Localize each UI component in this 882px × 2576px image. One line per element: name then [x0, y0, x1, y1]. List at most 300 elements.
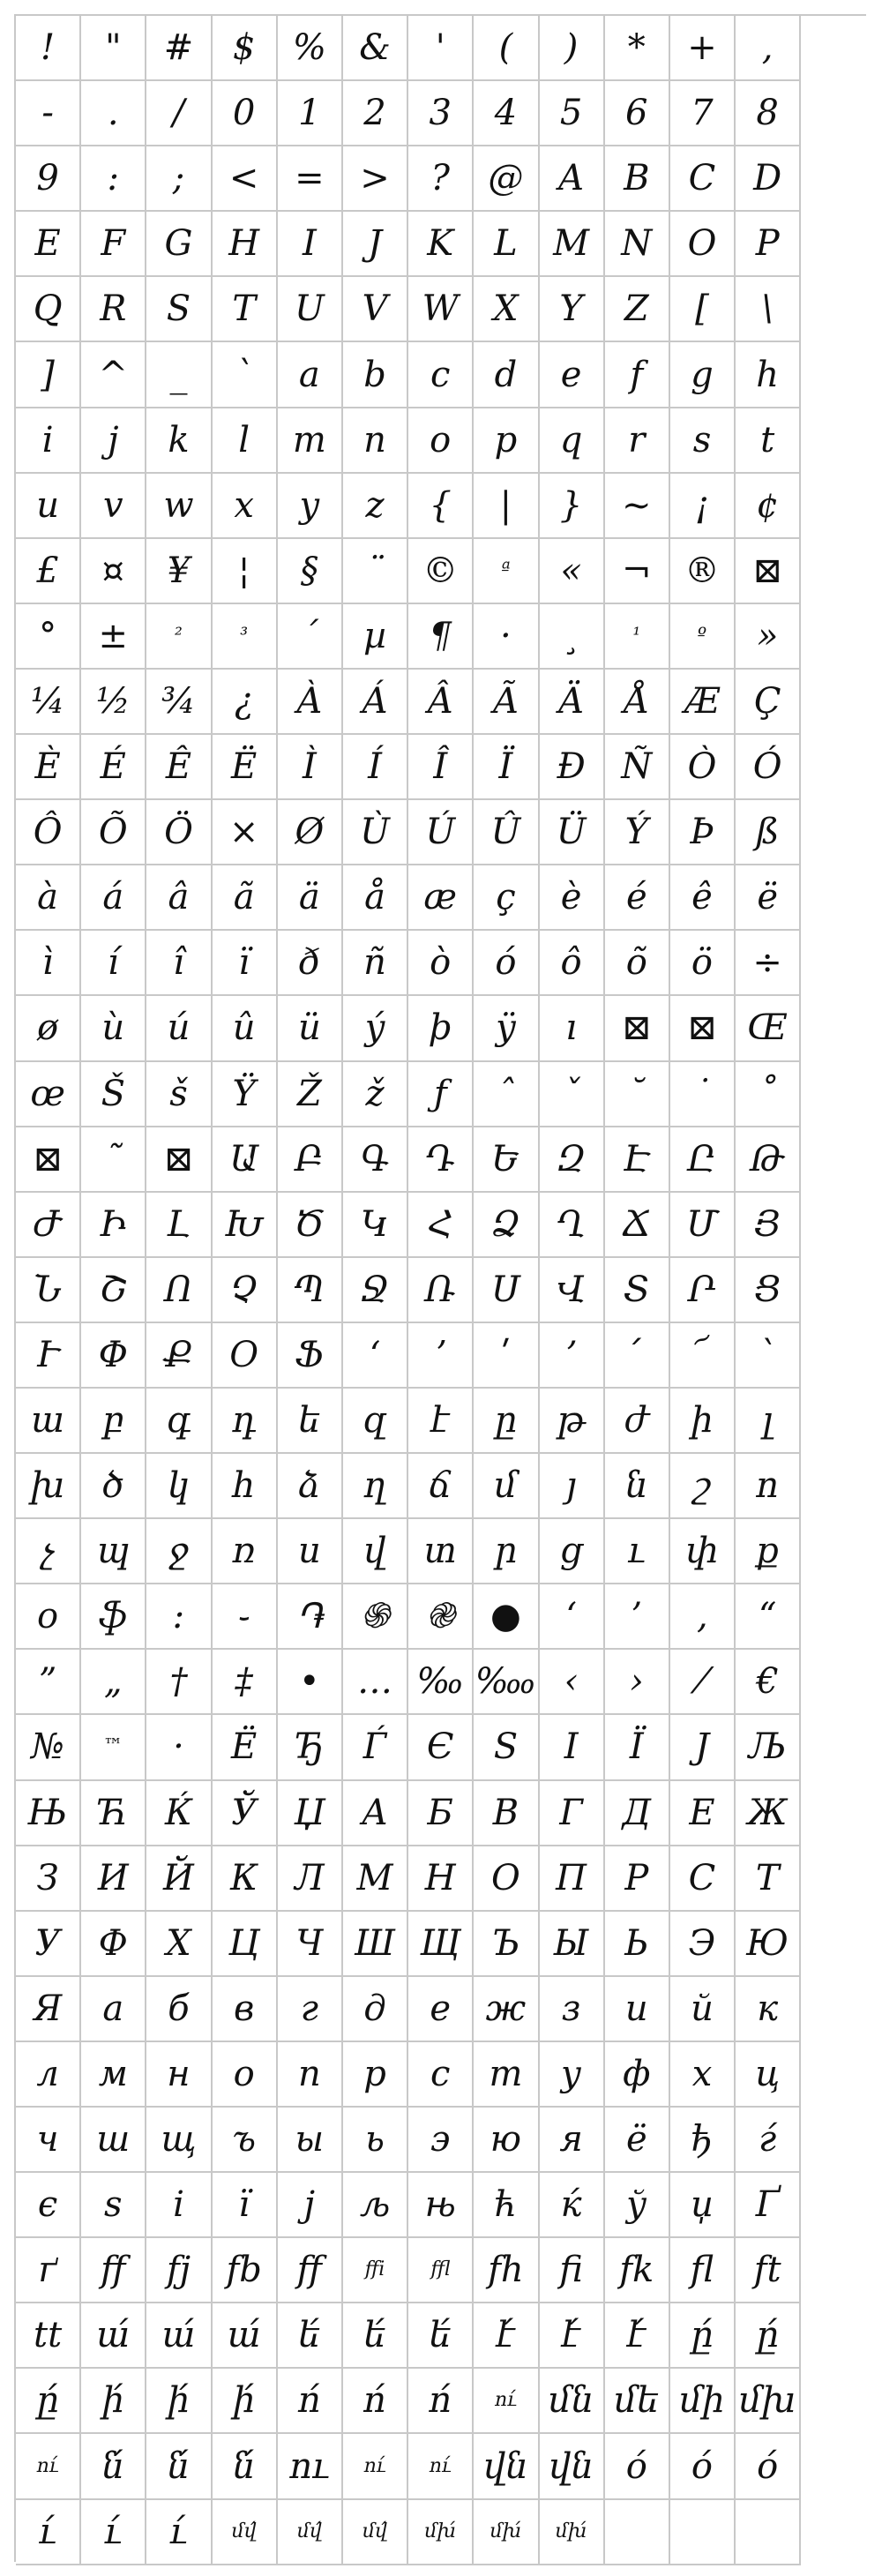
glyph-cell: O: [670, 212, 736, 277]
glyph-row: [16, 2042, 866, 2108]
glyph-cell: т: [474, 2042, 539, 2108]
glyph-cell: fh: [474, 2238, 539, 2303]
glyph-cell: “: [736, 1584, 801, 1650]
glyph-cell: q: [540, 408, 605, 474]
glyph-cell: Б: [408, 1781, 474, 1846]
glyph-cell: ա́: [213, 2303, 278, 2369]
glyph-cell: Տ: [605, 1258, 670, 1323]
glyph-cell: ց: [540, 1519, 605, 1584]
glyph-cell: ւ́: [146, 2500, 212, 2565]
glyph-cell: ս: [278, 1519, 343, 1584]
glyph-cell: Ш: [343, 1912, 408, 1977]
glyph-cell: G: [146, 212, 212, 277]
glyph-cell: Г: [540, 1781, 605, 1846]
glyph-cell: Õ: [81, 800, 146, 865]
glyph-cell: Ï: [474, 735, 539, 800]
glyph-cell: Щ: [408, 1912, 474, 1977]
glyph-cell: Ծ: [278, 1193, 343, 1258]
glyph-cell: ի́: [146, 2369, 212, 2434]
glyph-cell: r: [605, 408, 670, 474]
glyph-cell: я: [540, 2108, 605, 2173]
glyph-cell: Ü: [540, 800, 605, 865]
glyph-cell: љ: [343, 2173, 408, 2238]
glyph-cell: б: [146, 1977, 212, 2042]
glyph-cell: հ: [213, 1454, 278, 1519]
glyph-cell: Н: [408, 1846, 474, 1912]
glyph-cell: ©: [408, 539, 474, 604]
glyph-cell: ž: [343, 1062, 408, 1127]
glyph-cell: Х: [146, 1912, 212, 1977]
glyph-cell: ×: [213, 800, 278, 865]
glyph-cell: ü: [278, 996, 343, 1061]
glyph-cell: ւ́: [81, 2500, 146, 2565]
glyph-cell: ï: [213, 931, 278, 996]
glyph-cell: Л: [278, 1846, 343, 1912]
glyph-cell: ft: [736, 2238, 801, 2303]
glyph-cell: á: [81, 865, 146, 931]
empty-cell: [605, 2500, 670, 2565]
glyph-cell: Ы: [540, 1912, 605, 1977]
glyph-cell: C: [670, 146, 736, 212]
glyph-cell: ó: [605, 2434, 670, 2499]
glyph-cell: є: [16, 2173, 81, 2238]
glyph-cell: Ô: [16, 800, 81, 865]
glyph-cell: Ó: [736, 735, 801, 800]
glyph-cell: ●: [474, 1584, 539, 1650]
glyph-cell: Я: [16, 1977, 81, 2042]
glyph-row: [16, 539, 866, 604]
glyph-cell: {: [408, 474, 474, 539]
glyph-cell: Є: [408, 1715, 474, 1780]
glyph-cell: È: [16, 735, 81, 800]
glyph-grid: [14, 14, 866, 2562]
glyph-cell: fi: [540, 2238, 605, 2303]
glyph-cell: ~: [605, 474, 670, 539]
glyph-cell: î: [146, 931, 212, 996]
glyph-cell: ն: [605, 1454, 670, 1519]
glyph-cell: С: [670, 1846, 736, 1912]
glyph-cell: t: [736, 408, 801, 474]
glyph-cell: մվ́: [278, 2500, 343, 2565]
glyph-cell: ¡: [670, 474, 736, 539]
glyph-cell: ˚: [736, 1062, 801, 1127]
glyph-cell: ռ: [213, 1519, 278, 1584]
glyph-cell: Կ: [343, 1193, 408, 1258]
glyph-cell: ն́: [81, 2434, 146, 2499]
glyph-cell: ʻ: [343, 1323, 408, 1389]
glyph-cell: վն: [474, 2434, 539, 2499]
glyph-cell: д: [343, 1977, 408, 2042]
glyph-cell: մխ́: [408, 2500, 474, 2565]
glyph-cell: п: [278, 2042, 343, 2108]
glyph-cell: ՚: [540, 1323, 605, 1389]
glyph-cell: ո: [736, 1454, 801, 1519]
glyph-cell: З: [16, 1846, 81, 1912]
glyph-cell: Ў: [213, 1781, 278, 1846]
glyph-cell: ու́: [343, 2434, 408, 2499]
glyph-cell: խ: [16, 1454, 81, 1519]
glyph-cell: թ: [540, 1389, 605, 1454]
glyph-cell: մն: [540, 2369, 605, 2434]
glyph-cell: ‰: [408, 1650, 474, 1715]
glyph-cell: Ë: [213, 735, 278, 800]
glyph-cell: ì: [16, 931, 81, 996]
glyph-cell: ˙: [670, 1062, 736, 1127]
glyph-cell: Պ: [278, 1258, 343, 1323]
empty-cell: [670, 2500, 736, 2565]
glyph-cell: а: [81, 1977, 146, 2042]
glyph-cell: Մ: [670, 1193, 736, 1258]
glyph-cell: R: [81, 277, 146, 342]
glyph-cell: Ã: [474, 670, 539, 735]
glyph-row: [16, 2500, 866, 2565]
glyph-cell: Ъ: [474, 1912, 539, 1977]
glyph-cell: u: [16, 474, 81, 539]
glyph-cell: І: [540, 1715, 605, 1780]
glyph-cell: ƒ: [408, 1062, 474, 1127]
glyph-cell: ի́: [81, 2369, 146, 2434]
glyph-cell: í: [81, 931, 146, 996]
glyph-cell: ъ: [213, 2108, 278, 2173]
glyph-cell: tt: [16, 2303, 81, 2369]
glyph-row: [16, 800, 866, 865]
glyph-cell: ¼: [16, 670, 81, 735]
glyph-cell: ‡: [213, 1650, 278, 1715]
glyph-cell: Ц: [213, 1912, 278, 1977]
glyph-cell: n: [343, 408, 408, 474]
glyph-cell: &: [343, 16, 408, 81]
glyph-cell: Д: [605, 1781, 670, 1846]
glyph-cell: 9: [16, 146, 81, 212]
glyph-cell: х: [670, 2042, 736, 2108]
glyph-cell: у: [540, 2042, 605, 2108]
glyph-cell: ն́: [213, 2434, 278, 2499]
glyph-cell: ¶: [408, 604, 474, 670]
glyph-cell: Ո: [146, 1258, 212, 1323]
glyph-cell: Å: [605, 670, 670, 735]
glyph-cell: ¢: [736, 474, 801, 539]
glyph-cell: ²: [146, 604, 212, 670]
glyph-cell: l: [213, 408, 278, 474]
glyph-cell: `: [213, 342, 278, 408]
glyph-cell: ç: [474, 865, 539, 931]
glyph-cell: ջ: [146, 1519, 212, 1584]
glyph-cell: ի: [670, 1389, 736, 1454]
glyph-cell: Á: [343, 670, 408, 735]
glyph-cell: Ù: [343, 800, 408, 865]
glyph-cell: ê: [670, 865, 736, 931]
glyph-cell: ґ: [16, 2238, 81, 2303]
glyph-row: [16, 2238, 866, 2303]
glyph-row: [16, 2434, 866, 2499]
glyph-cell: ⁄: [670, 1650, 736, 1715]
glyph-row: [16, 81, 866, 146]
glyph-cell: Ա: [213, 1127, 278, 1193]
glyph-cell: ´: [278, 604, 343, 670]
glyph-cell: .: [81, 81, 146, 146]
glyph-cell: (: [474, 16, 539, 81]
glyph-cell: †: [146, 1650, 212, 1715]
glyph-cell: º: [670, 604, 736, 670]
glyph-cell: m: [278, 408, 343, 474]
glyph-cell: ffi: [343, 2238, 408, 2303]
glyph-cell: ë: [736, 865, 801, 931]
glyph-cell: щ: [146, 2108, 212, 2173]
glyph-cell: Ю: [736, 1912, 801, 1977]
glyph-cell: ¾: [146, 670, 212, 735]
glyph-cell: ք: [736, 1519, 801, 1584]
glyph-cell: Ս: [474, 1258, 539, 1323]
glyph-cell: ј: [278, 2173, 343, 2238]
glyph-cell: մ: [474, 1454, 539, 1519]
glyph-cell: ճ: [408, 1454, 474, 1519]
glyph-cell: @: [474, 146, 539, 212]
glyph-cell: x: [213, 474, 278, 539]
glyph-row: [16, 16, 866, 81]
glyph-cell: Ռ: [408, 1258, 474, 1323]
glyph-cell: +: [670, 16, 736, 81]
glyph-cell: T: [213, 277, 278, 342]
glyph-cell: y: [278, 474, 343, 539]
glyph-cell: >: [343, 146, 408, 212]
glyph-row: [16, 996, 866, 1061]
glyph-cell: Գ: [343, 1127, 408, 1193]
glyph-cell: ա́: [81, 2303, 146, 2369]
glyph-cell: 5: [540, 81, 605, 146]
glyph-cell: ¸: [540, 604, 605, 670]
glyph-cell: ։: [146, 1584, 212, 1650]
glyph-cell: è: [540, 865, 605, 931]
glyph-cell: ՝: [736, 1323, 801, 1389]
glyph-cell: ”: [16, 1650, 81, 1715]
glyph-cell: ը́: [736, 2303, 801, 2369]
glyph-cell: р: [343, 2042, 408, 2108]
glyph-cell: ու́: [16, 2434, 81, 2499]
glyph-cell: fk: [605, 2238, 670, 2303]
glyph-cell: â: [146, 865, 212, 931]
glyph-cell: H: [213, 212, 278, 277]
glyph-cell: o: [408, 408, 474, 474]
glyph-cell: ժ: [605, 1389, 670, 1454]
glyph-cell: ô: [540, 931, 605, 996]
glyph-cell: ˇ: [540, 1062, 605, 1127]
glyph-cell: բ: [81, 1389, 146, 1454]
glyph-cell: Ւ: [16, 1323, 81, 1389]
glyph-cell: Ќ: [146, 1781, 212, 1846]
glyph-cell: Օ: [213, 1323, 278, 1389]
glyph-cell: Լ: [146, 1193, 212, 1258]
glyph-cell: B: [605, 146, 670, 212]
glyph-cell: Ե: [474, 1127, 539, 1193]
glyph-cell: Ձ: [474, 1193, 539, 1258]
empty-cell: [736, 2500, 801, 2565]
glyph-cell: ւ́: [16, 2500, 81, 2565]
glyph-cell: ,: [736, 16, 801, 81]
glyph-cell: b: [343, 342, 408, 408]
glyph-cell: մվ́: [343, 2500, 408, 2565]
glyph-cell: Џ: [278, 1781, 343, 1846]
glyph-cell: ˘: [605, 1062, 670, 1127]
glyph-cell: 4: [474, 81, 539, 146]
glyph-cell: ь: [343, 2108, 408, 2173]
glyph-cell: p: [474, 408, 539, 474]
glyph-cell: մխ́: [474, 2500, 539, 2565]
glyph-cell: é: [605, 865, 670, 931]
glyph-cell: ї: [213, 2173, 278, 2238]
glyph-cell: ж: [474, 1977, 539, 2042]
glyph-cell: ե́: [343, 2303, 408, 2369]
glyph-row: [16, 1715, 866, 1780]
glyph-cell: Զ: [540, 1127, 605, 1193]
glyph-cell: ffl: [408, 2238, 474, 2303]
glyph-row: [16, 408, 866, 474]
glyph-cell: *: [605, 16, 670, 81]
glyph-cell: Ð: [540, 735, 605, 800]
glyph-cell: О: [474, 1846, 539, 1912]
glyph-cell: մխ: [736, 2369, 801, 2434]
glyph-row: [16, 2369, 866, 2434]
glyph-cell: c: [408, 342, 474, 408]
glyph-cell: ß: [736, 800, 801, 865]
glyph-cell: է́: [474, 2303, 539, 2369]
glyph-cell: է́: [540, 2303, 605, 2369]
glyph-cell: ё: [605, 2108, 670, 2173]
glyph-cell: :: [81, 146, 146, 212]
glyph-cell: ›: [605, 1650, 670, 1715]
glyph-cell: °: [16, 604, 81, 670]
glyph-cell: Q: [16, 277, 81, 342]
glyph-cell: Ì: [278, 735, 343, 800]
glyph-row: [16, 1062, 866, 1127]
glyph-cell: j: [81, 408, 146, 474]
glyph-cell: ֎: [408, 1584, 474, 1650]
glyph-cell: Ò: [670, 735, 736, 800]
glyph-cell: Ї: [605, 1715, 670, 1780]
glyph-cell: E: [16, 212, 81, 277]
glyph-cell: F: [81, 212, 146, 277]
glyph-cell: Ј: [670, 1715, 736, 1780]
glyph-cell: 0: [213, 81, 278, 146]
glyph-cell: И: [81, 1846, 146, 1912]
glyph-cell: ®: [670, 539, 736, 604]
glyph-cell: $: [213, 16, 278, 81]
glyph-cell: ʹ: [474, 1323, 539, 1389]
glyph-cell: њ: [408, 2173, 474, 2238]
glyph-cell: S: [146, 277, 212, 342]
glyph-cell: Ú: [408, 800, 474, 865]
glyph-cell: №: [16, 1715, 81, 1780]
glyph-cell: ⊠: [146, 1127, 212, 1193]
glyph-cell: Ի: [81, 1193, 146, 1258]
glyph-cell: ՛: [605, 1323, 670, 1389]
glyph-cell: ե́: [278, 2303, 343, 2369]
glyph-cell: Ժ: [16, 1193, 81, 1258]
glyph-cell: §: [278, 539, 343, 604]
glyph-cell: Й: [146, 1846, 212, 1912]
glyph-cell: Վ: [540, 1258, 605, 1323]
glyph-cell: ': [408, 16, 474, 81]
glyph-cell: Ж: [736, 1781, 801, 1846]
glyph-cell: %: [278, 16, 343, 81]
glyph-cell: Т: [736, 1846, 801, 1912]
glyph-cell: ÷: [736, 931, 801, 996]
glyph-cell: ա: [16, 1389, 81, 1454]
glyph-cell: d: [474, 342, 539, 408]
glyph-cell: и: [605, 1977, 670, 2042]
glyph-cell: #: [146, 16, 212, 81]
glyph-cell: Է: [605, 1127, 670, 1193]
glyph-row: [16, 604, 866, 670]
glyph-cell: -: [16, 81, 81, 146]
glyph-cell: ˜: [81, 1127, 146, 1193]
glyph-cell: В: [474, 1781, 539, 1846]
glyph-cell: õ: [605, 931, 670, 996]
glyph-cell: մվ́: [213, 2500, 278, 2565]
glyph-cell: գ: [146, 1389, 212, 1454]
glyph-cell: ã: [213, 865, 278, 931]
glyph-cell: û: [213, 996, 278, 1061]
glyph-cell: ·: [474, 604, 539, 670]
glyph-cell: ը́: [670, 2303, 736, 2369]
glyph-cell: N: [605, 212, 670, 277]
glyph-cell: Š: [81, 1062, 146, 1127]
glyph-cell: Փ: [81, 1323, 146, 1389]
glyph-cell: Ç: [736, 670, 801, 735]
glyph-cell: a: [278, 342, 343, 408]
glyph-cell: fl: [670, 2238, 736, 2303]
glyph-cell: Ը: [670, 1127, 736, 1193]
glyph-cell: վն: [540, 2434, 605, 2499]
glyph-cell: М: [343, 1846, 408, 1912]
glyph-cell: ¿: [213, 670, 278, 735]
glyph-cell: ä: [278, 865, 343, 931]
glyph-cell: ±: [81, 604, 146, 670]
glyph-cell: Â: [408, 670, 474, 735]
glyph-cell: Û: [474, 800, 539, 865]
glyph-cell: Ь: [605, 1912, 670, 1977]
glyph-cell: M: [540, 212, 605, 277]
glyph-cell: վ: [343, 1519, 408, 1584]
glyph-cell: ‹: [540, 1650, 605, 1715]
glyph-cell: ^: [81, 342, 146, 408]
glyph-cell: A: [540, 146, 605, 212]
glyph-cell: в: [213, 1977, 278, 2042]
glyph-cell: Z: [605, 277, 670, 342]
glyph-cell: ѕ: [81, 2173, 146, 2238]
glyph-cell: մի: [670, 2369, 736, 2434]
glyph-cell: ": [81, 16, 146, 81]
glyph-cell: U: [278, 277, 343, 342]
glyph-cell: Ö: [146, 800, 212, 865]
glyph-cell: _: [146, 342, 212, 408]
glyph-cell: Ø: [278, 800, 343, 865]
glyph-cell: w: [146, 474, 212, 539]
glyph-cell: Í: [343, 735, 408, 800]
glyph-cell: ¹: [605, 604, 670, 670]
glyph-cell: լ: [736, 1389, 801, 1454]
glyph-cell: Թ: [736, 1127, 801, 1193]
glyph-row: [16, 735, 866, 800]
glyph-cell: à: [16, 865, 81, 931]
glyph-cell: ђ: [670, 2108, 736, 2173]
glyph-row: [16, 1127, 866, 1193]
glyph-cell: к: [736, 1977, 801, 2042]
glyph-cell: ): [540, 16, 605, 81]
glyph-cell: g: [670, 342, 736, 408]
glyph-cell: է: [408, 1389, 474, 1454]
glyph-cell: ½: [81, 670, 146, 735]
glyph-cell: ֍: [343, 1584, 408, 1650]
